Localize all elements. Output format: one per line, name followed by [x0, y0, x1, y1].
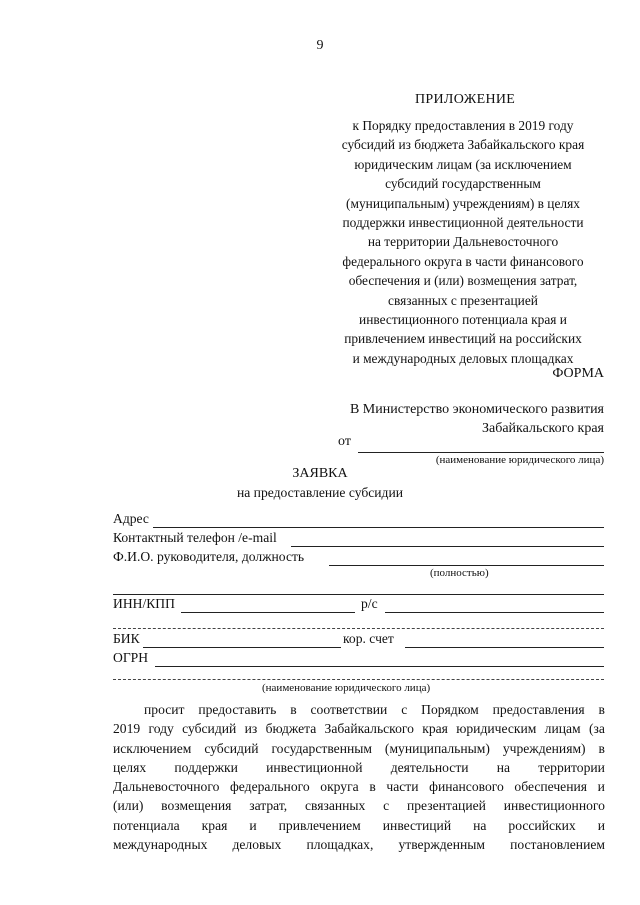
paragraph-word: с	[401, 702, 408, 717]
application-title: ЗАЯВКА	[292, 466, 348, 481]
paragraph-word: международных	[113, 837, 208, 853]
paragraph-word: связанных	[304, 798, 366, 814]
paragraph-word: возмещения	[161, 798, 232, 814]
paragraph-word: соответствии	[310, 702, 388, 717]
paragraph-word: округа	[320, 779, 359, 795]
paragraph-word: финансового	[429, 779, 504, 795]
paragraph-word: субсидий	[204, 740, 259, 756]
paragraph-word: бюджета	[265, 721, 317, 737]
addressee-line-1: В Министерство экономического развития	[349, 402, 604, 417]
paragraph-word: инвестиционной	[266, 759, 363, 775]
paragraph-word: субсидий	[182, 721, 237, 737]
inn-kpp-row[interactable]	[113, 596, 604, 615]
paragraph-line	[113, 796, 605, 815]
paragraph-word: российских	[508, 817, 576, 833]
paragraph-line	[113, 777, 605, 796]
contact-fill-line[interactable]	[291, 546, 604, 547]
paragraph-word: постановлением	[510, 837, 605, 853]
paragraph-word: (за	[588, 721, 605, 737]
page-number: 9	[316, 38, 324, 53]
appendix-title: ПРИЛОЖЕНИЕ	[415, 92, 516, 107]
paragraph-word: учреждениям)	[502, 740, 586, 756]
paragraph-word: (муниципальным)	[384, 740, 490, 756]
paragraph-word: году	[148, 721, 174, 737]
paragraph-word: площадках,	[306, 837, 374, 853]
entity-hint: (наименование юридического лица)	[262, 682, 431, 694]
paragraph-word: инвестиционного	[503, 798, 605, 814]
addressee-line-2: Забайкальского края	[481, 421, 604, 436]
contact-field[interactable]	[113, 530, 604, 549]
paragraph-word: предоставления	[492, 702, 585, 717]
appendix-line: (муниципальным) учреждениям) в целях	[346, 195, 580, 211]
paragraph-word: части	[386, 779, 419, 795]
inn-kpp-label: ИНН/КПП	[113, 596, 175, 611]
bik-fill-line[interactable]	[143, 647, 341, 648]
inn-kpp-fill-line[interactable]	[181, 612, 355, 613]
paragraph-word: утвержденным	[398, 837, 485, 853]
ogrn-label: ОГРН	[113, 650, 149, 665]
paragraph-word: на	[473, 817, 487, 833]
paragraph-word: Дальневосточного	[113, 779, 220, 795]
paragraph-word: привлечением	[278, 817, 361, 833]
paragraph-word: края	[201, 817, 228, 833]
request-paragraph	[113, 700, 605, 854]
appendix-line: на территории Дальневосточного	[367, 234, 559, 250]
paragraph-word: потенциала	[113, 817, 180, 833]
head-label: Ф.И.О. руководителя, должность	[113, 549, 305, 564]
paragraph-word: в	[369, 779, 376, 795]
head-hint: (полностью)	[430, 567, 489, 579]
paragraph-word: территории	[538, 759, 605, 775]
appendix-line: к Порядку предоставления в 2019 году	[352, 118, 574, 133]
paragraph-line	[113, 700, 605, 719]
paragraph-word: поддержки	[174, 759, 238, 775]
paragraph-line	[113, 719, 605, 738]
address-field[interactable]	[113, 511, 604, 530]
rs-label: р/с	[361, 596, 378, 611]
paragraph-word: в	[598, 702, 605, 717]
paragraph-word: 2019	[113, 721, 141, 737]
head-fill-line[interactable]	[329, 565, 604, 566]
paragraph-word: государственным	[271, 740, 372, 756]
appendix-line: обеспечения и (или) возмещения затрат,	[348, 273, 578, 289]
paragraph-word: просит	[144, 702, 185, 717]
paragraph-word: из	[244, 721, 258, 737]
appendix-line: инвестиционного потенциала края и	[359, 312, 567, 328]
paragraph-word: Порядком	[421, 702, 479, 717]
appendix-line: федерального округа в части финансового	[342, 253, 584, 269]
contact-label: Контактный телефон /e-mail	[113, 530, 277, 545]
separator-line	[113, 628, 604, 629]
ks-fill-line[interactable]	[405, 647, 604, 648]
paragraph-word: презентацией	[406, 798, 486, 814]
paragraph-word: в	[598, 740, 605, 756]
paragraph-line	[113, 758, 605, 777]
form-label: ФОРМА	[552, 366, 604, 381]
paragraph-word: и	[597, 817, 605, 833]
paragraph-word: деятельности	[390, 759, 469, 775]
rs-fill-line[interactable]	[385, 612, 604, 613]
paragraph-word: юридическим	[456, 721, 537, 737]
paragraph-word: лицам	[544, 721, 581, 737]
paragraph-word: и	[597, 779, 605, 795]
address-label: Адрес	[113, 511, 149, 526]
paragraph-word: инвестиций	[382, 817, 452, 833]
paragraph-word: Забайкальского	[324, 721, 414, 737]
appendix-line: субсидий из бюджета Забайкальского края	[341, 137, 585, 153]
bik-row[interactable]	[113, 631, 604, 650]
paragraph-line	[113, 816, 605, 835]
ogrn-fill-line[interactable]	[155, 666, 604, 667]
paragraph-word: федерального	[230, 779, 310, 795]
paragraph-word: обеспечения	[514, 779, 588, 795]
application-subtitle: на предоставление субсидии	[236, 485, 404, 500]
bik-label: БИК	[113, 631, 140, 646]
appendix-line: субсидий государственным	[385, 176, 541, 192]
appendix-line: связанных с презентацией	[388, 292, 538, 308]
paragraph-line	[113, 835, 605, 854]
from-fill-line[interactable]	[358, 452, 604, 453]
appendix-line: юридическим лицам (за исключением	[354, 156, 572, 172]
appendix-line: привлечением инвестиций на российских	[344, 331, 582, 347]
address-fill-line[interactable]	[153, 527, 604, 528]
appendix-reference	[322, 116, 604, 368]
paragraph-word: (или)	[113, 798, 144, 814]
paragraph-line	[113, 739, 605, 758]
paragraph-word: на	[496, 759, 511, 775]
from-hint: (наименование юридического лица)	[435, 454, 604, 466]
paragraph-word: затрат,	[249, 798, 288, 814]
entity-name-line[interactable]	[113, 679, 604, 680]
ogrn-field[interactable]	[113, 650, 604, 669]
ks-label: кор. счет	[343, 631, 394, 646]
paragraph-word: предоставить	[198, 702, 277, 717]
paragraph-word: исключением	[113, 740, 192, 756]
paragraph-word: деловых	[232, 837, 282, 853]
paragraph-word: целях	[113, 759, 147, 775]
paragraph-word: в	[290, 702, 297, 717]
paragraph-word: с	[383, 798, 390, 814]
from-field[interactable]	[338, 434, 604, 454]
from-label: от	[338, 434, 351, 449]
paragraph-word: края	[422, 721, 448, 737]
head-field[interactable]	[113, 549, 604, 568]
appendix-line: поддержки инвестиционной деятельности	[342, 215, 584, 231]
head-extra-line[interactable]	[113, 594, 604, 595]
paragraph-word: и	[249, 817, 257, 833]
appendix-line: и международных деловых площадках	[352, 350, 574, 366]
